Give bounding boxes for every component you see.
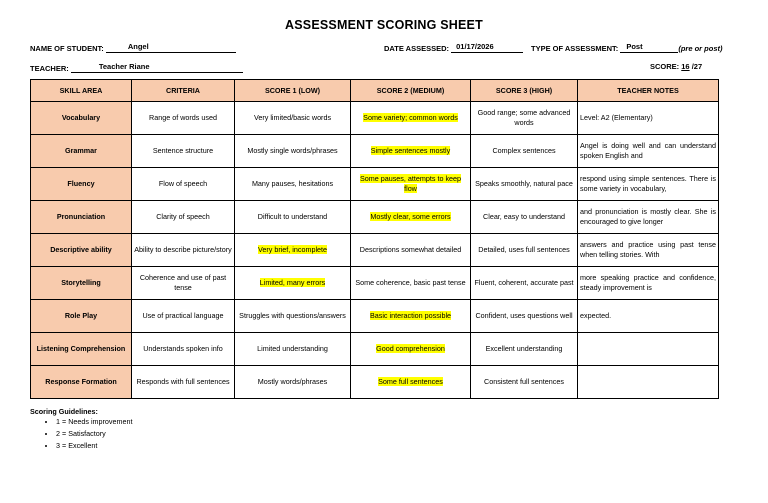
table-row <box>31 102 719 135</box>
score-2-text: Some pauses, attempts to keep flow <box>359 174 462 193</box>
date-field[interactable] <box>451 42 523 53</box>
score-2-text: Good comprehension <box>376 344 445 353</box>
teacher-notes-cell <box>578 267 719 300</box>
score-3-cell <box>471 333 578 366</box>
table-row <box>31 201 719 234</box>
teacher-notes-cell <box>578 102 719 135</box>
teacher-row <box>30 62 243 73</box>
score-1-text: Very brief, incomplete <box>257 245 328 254</box>
score-1-cell <box>235 102 351 135</box>
score-1-cell <box>235 366 351 399</box>
table-row <box>31 234 719 267</box>
skill-area-text: Role Play <box>64 311 98 320</box>
score-1-text: Mostly single words/phrases <box>247 146 338 155</box>
criteria-text: Range of words used <box>149 113 217 122</box>
criteria-cell <box>132 135 235 168</box>
teacher-notes-cell <box>578 333 719 366</box>
score-1-cell <box>235 333 351 366</box>
guideline-item: • 3 = Excellent <box>56 440 133 452</box>
score-1-text: Very limited/basic words <box>253 113 332 122</box>
teacher-notes-text: Angel is doing well and can understand spoken English and <box>580 141 716 160</box>
table-row <box>31 168 719 201</box>
score-1-cell <box>235 135 351 168</box>
score-3-cell <box>471 234 578 267</box>
score-2-text: Some variety; common words <box>363 113 458 122</box>
skill-area-cell <box>31 300 132 333</box>
student-name-field[interactable] <box>106 42 236 53</box>
teacher-notes-text: answers and practice using past tense when telling stories. With <box>580 240 716 259</box>
score-2-cell <box>351 366 471 399</box>
criteria-text: Clarity of speech <box>156 212 210 221</box>
teacher-field[interactable] <box>71 62 243 73</box>
teacher-notes-cell <box>578 234 719 267</box>
score-1-cell <box>235 168 351 201</box>
score-2-cell <box>351 201 471 234</box>
teacher-value: Teacher Riane <box>98 62 150 71</box>
score-3-text: Confident, uses questions well <box>475 311 573 320</box>
score-1-cell <box>235 234 351 267</box>
criteria-cell <box>132 300 235 333</box>
table-row <box>31 135 719 168</box>
guidelines-title: Scoring Guidelines: <box>30 407 98 416</box>
student-name-label: NAME OF STUDENT: <box>30 44 104 53</box>
score-3-cell <box>471 168 578 201</box>
score-3-cell <box>471 366 578 399</box>
teacher-notes-text: more speaking practice and confidence, steady improvement is <box>580 273 716 292</box>
assessment-type-row <box>531 42 723 53</box>
score-2-text: Some coherence, basic past tense <box>355 278 466 287</box>
criteria-cell <box>132 267 235 300</box>
score-1-text: Difficult to understand <box>257 212 328 221</box>
table-row <box>31 366 719 399</box>
criteria-text: Understands spoken info <box>143 344 223 353</box>
guideline-item: • 1 = Needs improvement <box>56 416 133 428</box>
score-3-text: Complex sentences <box>492 146 556 155</box>
teacher-notes-cell <box>578 168 719 201</box>
score-row <box>650 62 702 71</box>
teacher-notes-cell <box>578 300 719 333</box>
assessment-type-hint: (pre or post) <box>678 44 723 53</box>
skill-area-cell <box>31 201 132 234</box>
score-1-text: Mostly words/phrases <box>257 377 328 386</box>
score-2-cell <box>351 135 471 168</box>
score-3-cell <box>471 135 578 168</box>
score-1-text: Limited understanding <box>257 344 328 353</box>
score-3-text: Consistent full sentences <box>484 377 564 386</box>
teacher-notes-cell <box>578 135 719 168</box>
criteria-cell <box>132 102 235 135</box>
skill-area-text: Listening Comprehension <box>36 344 126 353</box>
teacher-notes-text: respond using simple sentences. There is some variety in vocabulary, <box>580 174 716 193</box>
criteria-cell <box>132 333 235 366</box>
assessment-type-label: TYPE OF ASSESSMENT: <box>531 44 619 53</box>
criteria-text: Responds with full sentences <box>136 377 230 386</box>
table-row <box>31 333 719 366</box>
student-name-value: Angel <box>127 42 149 51</box>
score-total: /27 <box>691 62 703 71</box>
score-2-text: Simple sentences mostly <box>370 146 451 155</box>
skill-area-text: Fluency <box>67 179 95 188</box>
score-1-cell <box>235 201 351 234</box>
teacher-notes-text: expected. <box>580 311 612 320</box>
criteria-text: Use of practical language <box>142 311 224 320</box>
criteria-text: Ability to describe picture/story <box>134 245 232 254</box>
teacher-notes-text: and pronunciation is mostly clear. She is encouraged to give longer <box>580 207 716 226</box>
score-3-cell <box>471 201 578 234</box>
student-name-row <box>30 42 236 53</box>
skill-area-cell <box>31 168 132 201</box>
score-3-text: Fluent, coherent, accurate past <box>474 278 574 287</box>
date-label: DATE ASSESSED: <box>384 44 450 53</box>
skill-area-text: Vocabulary <box>61 113 101 122</box>
date-row <box>384 42 523 53</box>
column-header: CRITERIA <box>132 80 235 102</box>
score-label: SCORE: <box>650 62 680 71</box>
score-1-cell <box>235 267 351 300</box>
scoring-table <box>30 79 719 399</box>
table-header-row <box>31 80 719 102</box>
skill-area-text: Response Formation <box>45 377 117 386</box>
criteria-text: Coherence and use of past tense <box>139 273 227 292</box>
skill-area-text: Pronunciation <box>56 212 106 221</box>
skill-area-cell <box>31 135 132 168</box>
score-2-cell <box>351 300 471 333</box>
guidelines-list <box>30 416 133 452</box>
skill-area-text: Descriptive ability <box>50 245 112 254</box>
score-1-cell <box>235 300 351 333</box>
score-1-text: Struggles with questions/answers <box>239 311 346 320</box>
skill-area-cell <box>31 102 132 135</box>
scoring-guidelines <box>30 407 133 452</box>
score-2-text: Mostly clear, some errors <box>370 212 451 221</box>
table-row <box>31 267 719 300</box>
score-1-text: Many pauses, hesitations <box>251 179 334 188</box>
column-header: SCORE 1 (LOW) <box>235 80 351 102</box>
score-2-cell <box>351 234 471 267</box>
table-row <box>31 300 719 333</box>
criteria-cell <box>132 168 235 201</box>
teacher-notes-cell <box>578 366 719 399</box>
guideline-item: • 2 = Satisfactory <box>56 428 133 440</box>
score-3-text: Speaks smoothly, natural pace <box>475 179 573 188</box>
assessment-type-value: Post <box>626 42 643 51</box>
score-3-cell <box>471 300 578 333</box>
score-value: 16 <box>681 62 690 71</box>
assessment-type-field[interactable] <box>620 42 678 53</box>
criteria-cell <box>132 234 235 267</box>
skill-area-cell <box>31 234 132 267</box>
criteria-text: Sentence structure <box>152 146 214 155</box>
score-2-cell <box>351 102 471 135</box>
column-header: SCORE 3 (HIGH) <box>471 80 578 102</box>
score-3-text: Clear, easy to understand <box>483 212 565 221</box>
score-3-cell <box>471 267 578 300</box>
score-2-cell <box>351 168 471 201</box>
column-header: TEACHER NOTES <box>578 80 719 102</box>
score-3-text: Detailed, uses full sentences <box>478 245 570 254</box>
score-1-text: Limited, many errors <box>259 278 326 287</box>
criteria-cell <box>132 366 235 399</box>
score-3-text: Excellent understanding <box>485 344 563 353</box>
score-2-text: Basic interaction possible <box>369 311 452 320</box>
criteria-cell <box>132 201 235 234</box>
skill-area-cell <box>31 333 132 366</box>
score-2-text: Some full sentences <box>378 377 443 386</box>
skill-area-text: Grammar <box>65 146 97 155</box>
date-value: 01/17/2026 <box>456 42 494 51</box>
table-body <box>31 102 719 399</box>
score-2-cell <box>351 267 471 300</box>
teacher-notes-text: Level: A2 (Elementary) <box>580 113 653 122</box>
page-title: ASSESSMENT SCORING SHEET <box>285 18 483 32</box>
skill-area-cell <box>31 267 132 300</box>
column-header: SCORE 2 (MEDIUM) <box>351 80 471 102</box>
criteria-text: Flow of speech <box>158 179 208 188</box>
column-header: SKILL AREA <box>31 80 132 102</box>
score-3-text: Good range; some advanced words <box>477 108 571 127</box>
teacher-label: TEACHER: <box>30 64 69 73</box>
skill-area-text: Storytelling <box>61 278 101 287</box>
score-3-cell <box>471 102 578 135</box>
score-2-text: Descriptions somewhat detailed <box>359 245 462 254</box>
score-2-cell <box>351 333 471 366</box>
skill-area-cell <box>31 366 132 399</box>
teacher-notes-cell <box>578 201 719 234</box>
